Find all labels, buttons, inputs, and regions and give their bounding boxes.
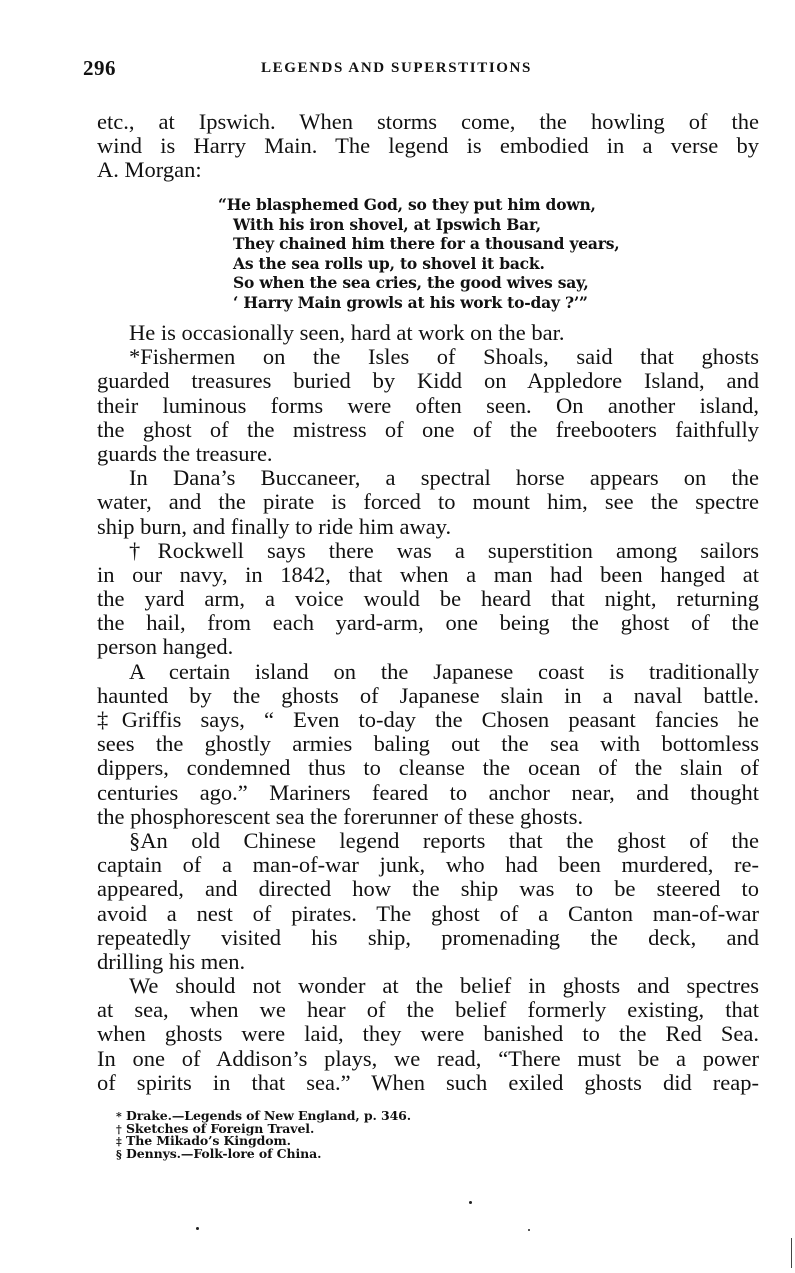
text-line: sees the ghostly armies baling out the sea with bottomless [97,731,759,757]
footnote-text: The Mikado’s Kingdom. [126,1133,291,1148]
text-line: the hail, from each yard-arm, one being the ghost of the [97,610,759,636]
scan-speck [469,1201,472,1204]
text-line: ship burn, and finally to ride him away. [97,513,452,539]
footnote-text: Dennys.—Folk-lore of China. [126,1145,322,1161]
running-title: LEGENDS AND SUPERSTITIONS [261,60,532,76]
text-line: A. Morgan: [97,157,202,183]
text-line: guarded treasures buried by Kidd on Appledore Island, and [97,368,759,394]
verse-line: With his iron shovel, at Ipswich Bar, [233,214,541,234]
text-line: We should not wonder at the belief in ghosts and spectres [129,973,759,999]
text-line: at sea, when we hear of the belief formerly existing, that [97,997,759,1023]
verse-line: They chained him there for a thousand years, [233,234,620,253]
paragraph-buccaneer [97,466,759,539]
text-line: haunted by the ghosts of Japanese slain in a naval battle. [97,682,759,708]
paragraph-red-sea [97,974,759,1095]
text-line: ‡Griffis says, “ Even to-day the Chosen peasant fancies he [97,707,759,732]
footnote-text: Drake.—Legends of New England, p. 346. [126,1108,412,1123]
text-line: wind is Harry Main. The legend is embodied in a verse by [97,133,759,159]
footnotes [116,1110,536,1160]
text-line: person hanged. [97,634,234,660]
text-line: captain of a man-of-war junk, who had been murdered, re- [97,852,759,878]
text-line: repeatedly visited his ship, promenading the deck, and [97,924,759,950]
text-line: He is occasionally seen, hard at work on the bar. [129,320,565,345]
verse-line: As the sea rolls up, to shovel it back. [233,253,545,273]
page-number: 296 [83,56,116,80]
text-line: in our navy, in 1842, that when a man had been hanged at [97,561,759,587]
verse-line: “He blasphemed God, so they put him down, [218,195,596,214]
footnote-mark: * [116,1110,122,1123]
text-line: the phosphorescent sea the forerunner of these ghosts. [97,803,584,829]
paragraph-japanese-coast [97,660,759,829]
body-text [97,321,759,1095]
text-line: their luminous forms were often seen. On another island, [97,392,759,418]
text-line: §An old Chinese legend reports that the ghost of the [129,827,759,853]
footnote-mark: † [116,1122,122,1136]
text-line: In Dana’s Buccaneer, a spectral horse appears on the [129,465,759,491]
text-line: the ghost of the mistress of one of the freebooters faithfully [97,416,759,442]
text-line: etc., at Ipswich. When storms come, the howling of the [97,109,759,134]
verse-quotation [218,195,658,312]
intro-paragraph [97,110,759,183]
text-line: water, and the pirate is forced to mount him, see the spectre [97,489,759,515]
verse-line: So when the sea cries, the good wives say, [233,273,589,292]
running-head [83,56,763,86]
text-line: avoid a nest of pirates. The ghost of a Canton man-of-war [97,900,759,926]
paragraph-harry-main [97,321,759,345]
text-line: guards the treasure. [97,440,273,466]
text-line: dippers, condemned thus to cleanse the ocean of the slain of [97,755,759,781]
verse-line: ‘ Harry Main growls at his work to-day ?’” [233,292,588,312]
footnote-text: Sketches of Foreign Travel. [126,1120,315,1136]
text-line: when ghosts were laid, they were banished to the Red Sea. [97,1021,759,1047]
text-line: †Rockwell says there was a superstition among sailors [129,537,759,563]
footnote-dennys [116,1145,536,1161]
paragraph-rockwell [97,539,759,660]
text-line: In one of Addison’s plays, we read, “There must be a power [97,1045,759,1071]
text-line: centuries ago.” Mariners feared to anchor near, and thought [97,779,759,805]
footnote-mark: ‡ [116,1135,122,1148]
page-edge-mark [791,1238,792,1268]
text-line: *Fishermen on the Isles of Shoals, said that ghosts [129,344,759,370]
scan-speck [528,1229,530,1231]
text-line: drilling his men. [97,948,246,974]
text-line: A certain island on the Japanese coast is traditionally [129,658,759,684]
text-line: appeared, and directed how the ship was to be steered to [97,876,759,902]
paragraph-chinese-legend [97,829,759,974]
paragraph-isles-of-shoals [97,345,759,466]
text-line: the yard arm, a voice would be heard that night, returning [97,586,759,612]
text-line: of spirits in that sea.” When such exiled ghosts did reap- [97,1069,759,1095]
footnote-mark: § [116,1147,122,1161]
scan-speck [196,1227,199,1230]
